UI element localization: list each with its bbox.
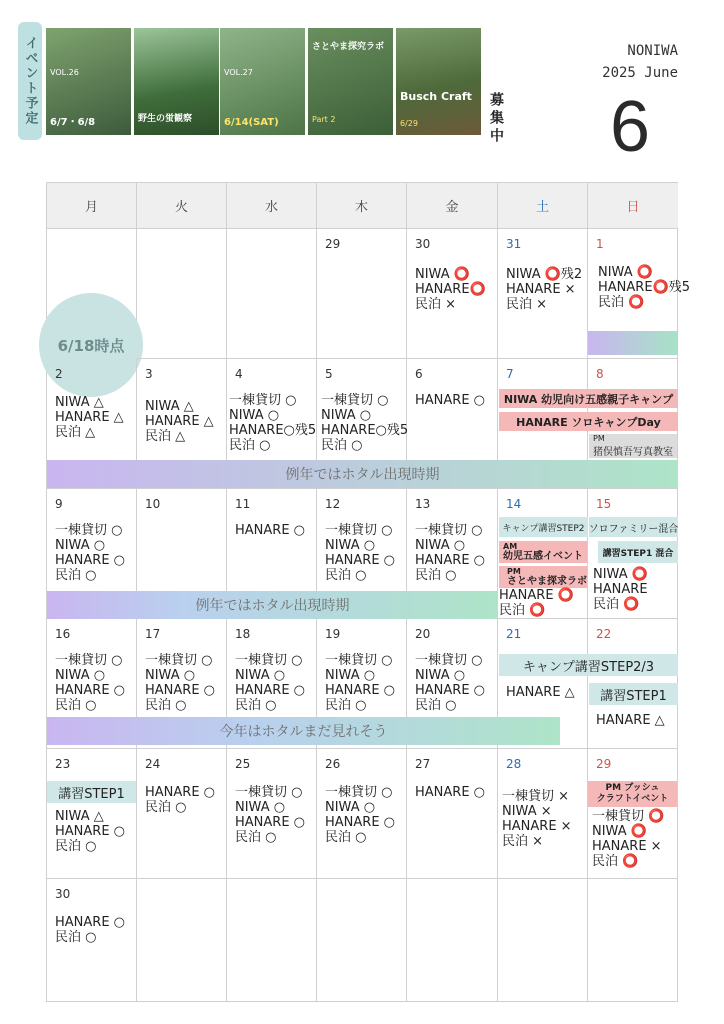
day-number: 30 — [415, 237, 431, 251]
event-poster-5[interactable] — [396, 28, 481, 135]
day-cell[interactable] — [47, 229, 137, 359]
day-number: 22 — [596, 627, 612, 641]
day-cell[interactable] — [317, 879, 407, 1002]
day-cell[interactable] — [498, 229, 588, 359]
weekday-mon: 月 — [47, 183, 137, 229]
brand-block — [602, 40, 678, 84]
poster-5-sub: 6/29 — [400, 119, 418, 129]
weekday-sun: 日 — [588, 183, 678, 229]
day-number: 3 — [145, 367, 153, 381]
availability: HANARE ⭕ 民泊 ⭕ — [499, 588, 574, 618]
event-step1[interactable]: 講習STEP1 — [47, 781, 136, 803]
availability: NIWA ⭕ HANARE⭕ 民泊 × — [415, 267, 486, 312]
day-number: 16 — [55, 627, 71, 641]
as-of-badge: 6/18時点 — [39, 293, 143, 397]
day-number: 14 — [506, 497, 522, 511]
day-number: 29 — [325, 237, 341, 251]
event-time: PM — [507, 567, 521, 576]
day-cell[interactable] — [137, 879, 227, 1002]
event-label: PM ブッシュ — [605, 783, 660, 793]
day-number: 21 — [506, 627, 522, 641]
day-number: 24 — [145, 757, 161, 771]
availability: 一棟貸切 ○ NIWA ○ HANARE ○ 民泊 ○ — [145, 653, 216, 713]
availability: 一棟貸切 × NIWA × HANARE × 民泊 × — [502, 789, 572, 849]
poster-2-caption: 野生の蛍観察 — [138, 114, 193, 125]
event-time: AM — [503, 542, 518, 551]
day-cell[interactable] — [407, 229, 498, 359]
availability: HANARE ○ — [415, 393, 486, 408]
day-cell[interactable] — [588, 229, 690, 359]
availability: HANARE ○ 民泊 ○ — [145, 785, 216, 815]
poster-1-caption: 6/7・6/8 — [50, 117, 96, 128]
day-number: 6 — [415, 367, 423, 381]
event-poster-4[interactable] — [308, 28, 393, 135]
day-number: 12 — [325, 497, 341, 511]
day-cell[interactable] — [588, 749, 678, 879]
event-poster-1[interactable] — [46, 28, 131, 135]
event-solo-family[interactable]: ソロファミリー混合 — [589, 517, 678, 537]
day-cell[interactable] — [227, 229, 317, 359]
availability: NIWA △ HANARE ○ 民泊 ○ — [55, 809, 126, 854]
event-label: 猪俣慎吾写真教室 — [593, 447, 673, 458]
day-cell[interactable] — [588, 879, 678, 1002]
event-bar — [588, 331, 678, 355]
availability: 一棟貸切 ○ NIWA ○ HANARE ○ 民泊 ○ — [325, 523, 396, 583]
event-poster-3[interactable] — [220, 28, 305, 135]
availability: 一棟貸切 ○ NIWA ○ HANARE○残5 民泊 ○ — [229, 393, 317, 453]
firefly-band-week3: 例年ではホタル出現時期 — [47, 591, 498, 619]
availability: HANARE ○ 民泊 ○ — [55, 915, 126, 945]
calendar-grid — [46, 182, 690, 1002]
poster-1-sub: VOL.26 — [50, 68, 79, 77]
poster-4-caption: さとやま探究ラボ — [312, 42, 385, 52]
weekday-fri: 金 — [407, 183, 498, 229]
event-schedule-tag — [18, 22, 42, 140]
day-cell[interactable] — [227, 879, 317, 1002]
day-number: 9 — [55, 497, 63, 511]
event-label: さとやま探求ラボ — [507, 576, 587, 587]
availability: 一棟貸切 ○ NIWA ○ HANARE ○ 民泊 ○ — [55, 523, 126, 583]
day-number: 31 — [506, 237, 522, 251]
availability: 一棟貸切 ○ NIWA ○ HANARE ○ 民泊 ○ — [235, 785, 306, 845]
day-number: 8 — [596, 367, 604, 381]
day-cell[interactable] — [498, 749, 588, 879]
availability: 一棟貸切 ○ NIWA ○ HANARE ○ 民泊 ○ — [415, 523, 486, 583]
day-number: 5 — [325, 367, 333, 381]
day-number: 29 — [596, 757, 612, 771]
day-number: 18 — [235, 627, 251, 641]
day-number: 15 — [596, 497, 612, 511]
day-number: 28 — [506, 757, 522, 771]
event-schedule-label: イベント予定 — [22, 36, 38, 126]
day-number: 23 — [55, 757, 71, 771]
day-number: 10 — [145, 497, 161, 511]
day-number: 27 — [415, 757, 431, 771]
availability: 一棟貸切 ○ NIWA ○ HANARE ○ 民泊 ○ — [325, 785, 396, 845]
day-cell[interactable] — [47, 879, 137, 1002]
event-poster-2[interactable] — [134, 28, 219, 135]
weekday-thu: 木 — [317, 183, 407, 229]
event-step1[interactable]: 講習STEP1 — [589, 683, 678, 705]
weekday-wed: 水 — [227, 183, 317, 229]
day-number: 26 — [325, 757, 341, 771]
availability: HANARE △ — [596, 713, 665, 728]
day-cell[interactable] — [137, 229, 227, 359]
day-number: 19 — [325, 627, 341, 641]
day-cell[interactable] — [227, 749, 317, 879]
availability: 一棟貸切 ○ NIWA ○ HANARE ○ 民泊 ○ — [325, 653, 396, 713]
event-label: 幼児五感イベント — [503, 551, 583, 562]
weekday-tue: 火 — [137, 183, 227, 229]
event-step1-mixed[interactable]: 講習STEP1 混合 — [598, 541, 678, 563]
day-cell[interactable] — [317, 229, 407, 359]
poster-3-caption: 6/14(SAT) — [224, 117, 279, 128]
day-number: 20 — [415, 627, 431, 641]
poster-5-caption: Busch Craft — [400, 90, 472, 103]
availability: 一棟貸切 ○ NIWA ○ HANARE○残5 民泊 ○ — [321, 393, 409, 453]
day-cell[interactable] — [407, 879, 498, 1002]
event-satoyama-lab[interactable] — [499, 566, 587, 588]
availability: NIWA △ HANARE △ 民泊 △ — [145, 399, 214, 444]
event-time: PM — [593, 434, 605, 443]
availability: HANARE △ — [506, 685, 575, 700]
availability: NIWA △ HANARE △ 民泊 △ — [55, 395, 124, 440]
availability: 一棟貸切 ⭕ NIWA ⭕ HANARE × 民泊 ⭕ — [592, 809, 665, 869]
day-cell[interactable] — [317, 749, 407, 879]
availability: NIWA ⭕ HANARE⭕残5 民泊 ⭕ — [598, 265, 690, 310]
poster-3-sub: VOL.27 — [224, 68, 253, 77]
poster-4-sub: Part 2 — [312, 115, 336, 125]
year-month: 2025 June — [602, 65, 678, 81]
day-number: 7 — [506, 367, 514, 381]
event-photo-class[interactable] — [589, 434, 677, 458]
event-hanare-solo-day[interactable]: HANARE ソロキャンプDay — [499, 412, 678, 431]
weekday-sat: 土 — [498, 183, 588, 229]
availability: HANARE ○ — [415, 785, 486, 800]
day-cell[interactable] — [137, 749, 227, 879]
now-recruiting-label: 募集中 — [488, 92, 504, 146]
availability: 一棟貸切 ○ NIWA ○ HANARE ○ 民泊 ○ — [235, 653, 306, 713]
event-toddler-senses[interactable] — [499, 541, 587, 563]
day-number: 2 — [55, 367, 63, 381]
day-number: 13 — [415, 497, 431, 511]
day-cell[interactable] — [47, 749, 137, 879]
day-number: 11 — [235, 497, 251, 511]
firefly-band-week4: 今年はホタルまだ見れそう — [47, 717, 560, 745]
day-number: 4 — [235, 367, 243, 381]
firefly-band-week2: 例年ではホタル出現時期 — [47, 460, 678, 488]
day-number: 25 — [235, 757, 251, 771]
day-cell[interactable] — [407, 749, 498, 879]
availability: 一棟貸切 ○ NIWA ○ HANARE ○ 民泊 ○ — [55, 653, 126, 713]
availability: 一棟貸切 ○ NIWA ○ HANARE ○ 民泊 ○ — [415, 653, 486, 713]
event-camp-step2-3[interactable]: キャンプ講習STEP2/3 — [499, 654, 678, 676]
availability: HANARE ○ — [235, 523, 306, 538]
month-number: 6 — [610, 87, 651, 167]
day-number: 1 — [596, 237, 604, 251]
day-number: 30 — [55, 887, 71, 901]
brand-name: NONIWA — [627, 43, 678, 59]
availability: NIWA ⭕ HANARE 民泊 ⭕ — [593, 567, 648, 612]
day-cell[interactable] — [498, 879, 588, 1002]
event-label: クラフトイベント — [596, 794, 669, 804]
day-number: 17 — [145, 627, 161, 641]
event-niwa-family-camp[interactable]: NIWA 幼児向け五感親子キャンプ — [499, 389, 678, 408]
event-camp-step2[interactable]: キャンプ講習STEP2 — [499, 517, 588, 537]
event-bushcraft[interactable] — [588, 781, 677, 807]
availability: NIWA ⭕残2 HANARE × 民泊 × — [506, 267, 583, 312]
